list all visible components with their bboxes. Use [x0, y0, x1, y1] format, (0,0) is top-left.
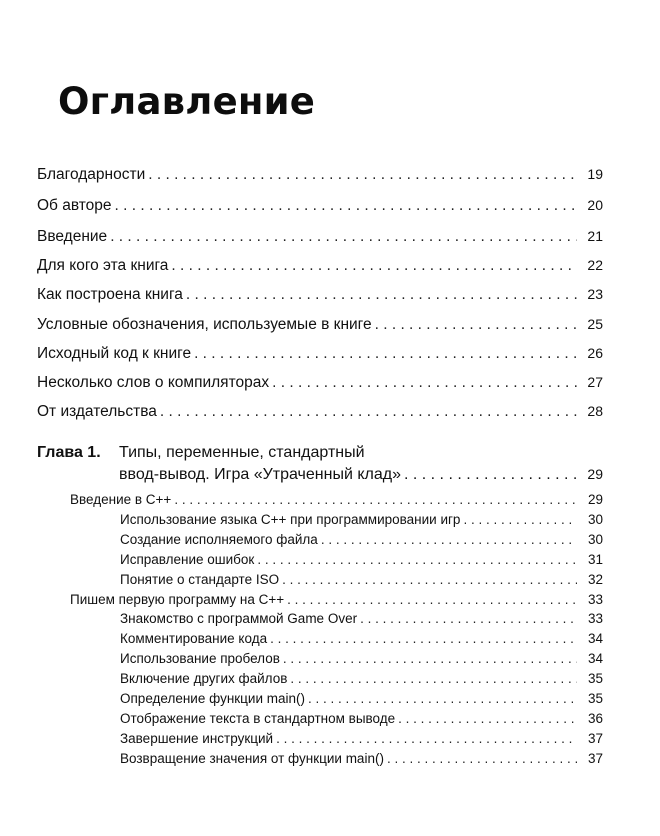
toc-entry-label: Исходный код к книге: [37, 345, 192, 362]
toc-entry-page: 22: [587, 257, 603, 273]
leader-dots: [290, 671, 577, 686]
toc-entry-label: Включение других файлов: [120, 671, 288, 686]
toc-subsection[interactable]: [120, 751, 603, 766]
leader-dots: [276, 731, 577, 746]
leader-dots: [321, 532, 577, 547]
toc-entry-page: 25: [587, 316, 603, 332]
toc-entry-page: 21: [587, 228, 603, 244]
toc-entry-label: Как построена книга: [37, 286, 183, 303]
toc-entry[interactable]: [37, 286, 603, 304]
leader-dots: [160, 403, 577, 421]
toc-entry-label: Завершение инструкций: [120, 731, 274, 746]
toc-entry-page: 37: [587, 731, 603, 746]
toc-entry-page: 23: [587, 286, 603, 302]
chapter-title-line2: ввод-вывод. Игра «Утраченный клад»: [119, 466, 401, 483]
toc-entry-label: Использование языка C++ при программировании игр: [120, 512, 461, 527]
toc-entry-page: 26: [587, 345, 603, 361]
toc-subsection[interactable]: [120, 611, 603, 626]
leader-dots: [287, 592, 577, 607]
toc-entry-label: Для кого эта книга: [37, 257, 169, 274]
toc-subsection[interactable]: [120, 731, 603, 746]
toc-entry-page: 32: [587, 572, 603, 587]
toc-entry-page: 35: [587, 671, 603, 686]
toc-section[interactable]: [70, 492, 603, 507]
toc-entry-page: 31: [587, 552, 603, 567]
leader-dots: [375, 316, 577, 334]
toc-entry-page: 20: [587, 197, 603, 213]
toc-entry[interactable]: [37, 374, 603, 392]
toc-subsection[interactable]: [120, 651, 603, 666]
toc-subsection[interactable]: [120, 711, 603, 726]
leader-dots: [148, 166, 577, 184]
leader-dots: [463, 512, 577, 527]
chapter-number: Глава 1.: [37, 444, 101, 461]
toc-section[interactable]: [70, 592, 603, 607]
toc-entry[interactable]: [37, 197, 603, 215]
toc-entry-page: 28: [587, 403, 603, 419]
chapter-title-row: [119, 466, 603, 484]
toc-entry-page: 34: [587, 631, 603, 646]
toc-subsection[interactable]: [120, 552, 603, 567]
leader-dots: [404, 466, 583, 484]
toc-entry-label: Определение функции main(): [120, 691, 305, 706]
toc-entry-page: 34: [587, 651, 603, 666]
toc-entry-page: 35: [587, 691, 603, 706]
leader-dots: [174, 492, 577, 507]
toc-entry-label: Создание исполняемого файла: [120, 532, 318, 547]
toc-entry[interactable]: [37, 257, 603, 275]
toc-subsection[interactable]: [120, 671, 603, 686]
toc-entry[interactable]: [37, 316, 603, 334]
toc-entry-page: 29: [587, 492, 603, 507]
toc-entry[interactable]: [37, 345, 603, 363]
toc-entry-label: Несколько слов о компиляторах: [37, 374, 270, 391]
leader-dots: [282, 572, 577, 587]
toc-entry-label: Понятие о стандарте ISO: [120, 572, 280, 587]
toc-entry-page: 19: [587, 166, 603, 182]
leader-dots: [272, 374, 577, 392]
toc-entry-label: Знакомство с программой Game Over: [120, 611, 358, 626]
toc-entry-label: От издательства: [37, 403, 157, 420]
toc-entry-page: 33: [587, 592, 603, 607]
toc-subsection[interactable]: [120, 631, 603, 646]
toc-entry-page: 33: [587, 611, 603, 626]
leader-dots: [115, 197, 577, 215]
page-title: Оглавление: [58, 80, 316, 123]
leader-dots: [398, 711, 577, 726]
chapter-title-line1: Типы, переменные, стандартный: [119, 444, 365, 461]
toc-entry-label: Возвращение значения от функции main(): [120, 751, 384, 766]
toc-entry[interactable]: [37, 228, 603, 246]
toc-entry-page: 36: [587, 711, 603, 726]
toc-entry-page: 37: [587, 751, 603, 766]
toc-subsection[interactable]: [120, 512, 603, 527]
toc-entry-label: Благодарности: [37, 166, 146, 183]
leader-dots: [194, 345, 577, 363]
toc-entry-label: Условные обозначения, используемые в книге: [37, 316, 372, 333]
toc-entry-label: Использование пробелов: [120, 651, 280, 666]
toc-entry-label: Об авторе: [37, 197, 112, 214]
toc-entry-page: 30: [587, 532, 603, 547]
toc-subsection[interactable]: [120, 532, 603, 547]
leader-dots: [308, 691, 577, 706]
toc-subsection[interactable]: [120, 691, 603, 706]
toc-entry[interactable]: [37, 166, 603, 184]
leader-dots: [360, 611, 577, 626]
leader-dots: [186, 286, 577, 304]
leader-dots: [110, 228, 577, 246]
toc-entry[interactable]: [37, 403, 603, 421]
toc-entry-label: Комментирование кода: [120, 631, 268, 646]
toc-entry-label: Исправление ошибок: [120, 552, 255, 567]
toc-entry-label: Пишем первую программу на C++: [70, 592, 285, 607]
toc-subsection[interactable]: [120, 572, 603, 587]
toc-entry-label: Отображение текста в стандартном выводе: [120, 711, 396, 726]
leader-dots: [171, 257, 577, 275]
leader-dots: [283, 651, 577, 666]
toc-entry-label: Введение в C++: [70, 492, 172, 507]
toc-entry-page: 30: [587, 512, 603, 527]
leader-dots: [270, 631, 577, 646]
toc-entry-label: Введение: [37, 228, 108, 245]
leader-dots: [257, 552, 577, 567]
leader-dots: [387, 751, 577, 766]
chapter-page: 29: [587, 466, 603, 482]
toc-entry-page: 27: [587, 374, 603, 390]
